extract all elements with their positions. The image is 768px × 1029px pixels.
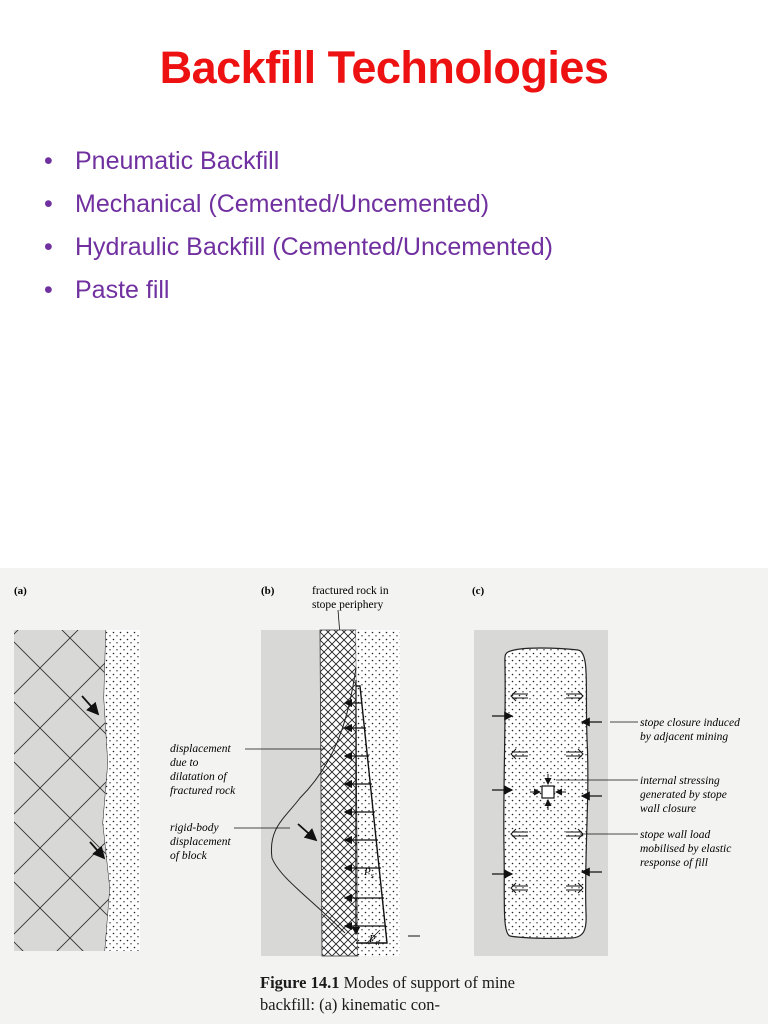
figure-caption: [260, 972, 545, 1016]
b-rigid-label: of block: [170, 850, 207, 862]
bullet-dot-icon: •: [44, 233, 53, 261]
bullet-item: [44, 226, 553, 269]
caption-figure-number: Figure 14.1: [260, 973, 340, 992]
figure-diagram: [0, 568, 768, 1024]
panel-b-fractured-zone: [320, 630, 358, 956]
c-label-wall-load: stope wall load: [640, 829, 711, 841]
c-label-internal: wall closure: [640, 803, 697, 815]
c-label-wall-load: response of fill: [640, 857, 708, 869]
panel-b-fill: [356, 630, 400, 956]
c-label-closure: by adjacent mining: [640, 731, 729, 743]
panel-a-rock: [14, 630, 110, 951]
b-rigid-label: displacement: [170, 836, 231, 848]
b-displacement-label: dilatation of: [170, 771, 227, 783]
bullet-dot-icon: •: [44, 190, 53, 218]
bullet-text: Paste fill: [75, 276, 170, 304]
bullet-item: [44, 140, 553, 183]
bullet-text: Pneumatic Backfill: [75, 147, 280, 175]
c-label-wall-load: mobilised by elastic: [640, 843, 732, 855]
panel-c-element: [542, 786, 554, 798]
bullet-dot-icon: •: [44, 276, 53, 304]
b-rigid-label: rigid-body: [170, 822, 219, 834]
panel-c-label: (c): [472, 585, 485, 597]
c-label-internal: internal stressing: [640, 775, 720, 787]
b-displacement-label: displacement: [170, 743, 231, 755]
c-label-internal: generated by stope: [640, 789, 727, 801]
b-displacement-label: due to: [170, 757, 199, 769]
b-ps-label: $P_s$: [364, 866, 374, 880]
b-displacement-label: fractured rock: [170, 785, 236, 797]
c-label-closure: stope closure induced: [640, 717, 740, 729]
bullet-text: Mechanical (Cemented/Uncemented): [75, 190, 490, 218]
panel-b-label: (b): [261, 585, 275, 597]
bullet-dot-icon: •: [44, 147, 53, 175]
caption-text: Modes of support of mine backfill: (a) kinematic con-: [260, 973, 515, 1014]
bullet-item: [44, 183, 553, 226]
b-top-label: stope periphery: [312, 599, 384, 611]
bullet-text: Hydraulic Backfill (Cemented/Uncemented): [75, 233, 553, 261]
panel-a-label: (a): [14, 585, 27, 597]
b-top-label: fractured rock in: [312, 585, 389, 597]
bullet-item: [44, 269, 553, 312]
figure-scan: [0, 568, 768, 1024]
slide-title: Backfill Technologies: [159, 42, 609, 93]
b-pn-label: $P_n$: [369, 933, 380, 947]
bullet-list: [44, 140, 553, 312]
